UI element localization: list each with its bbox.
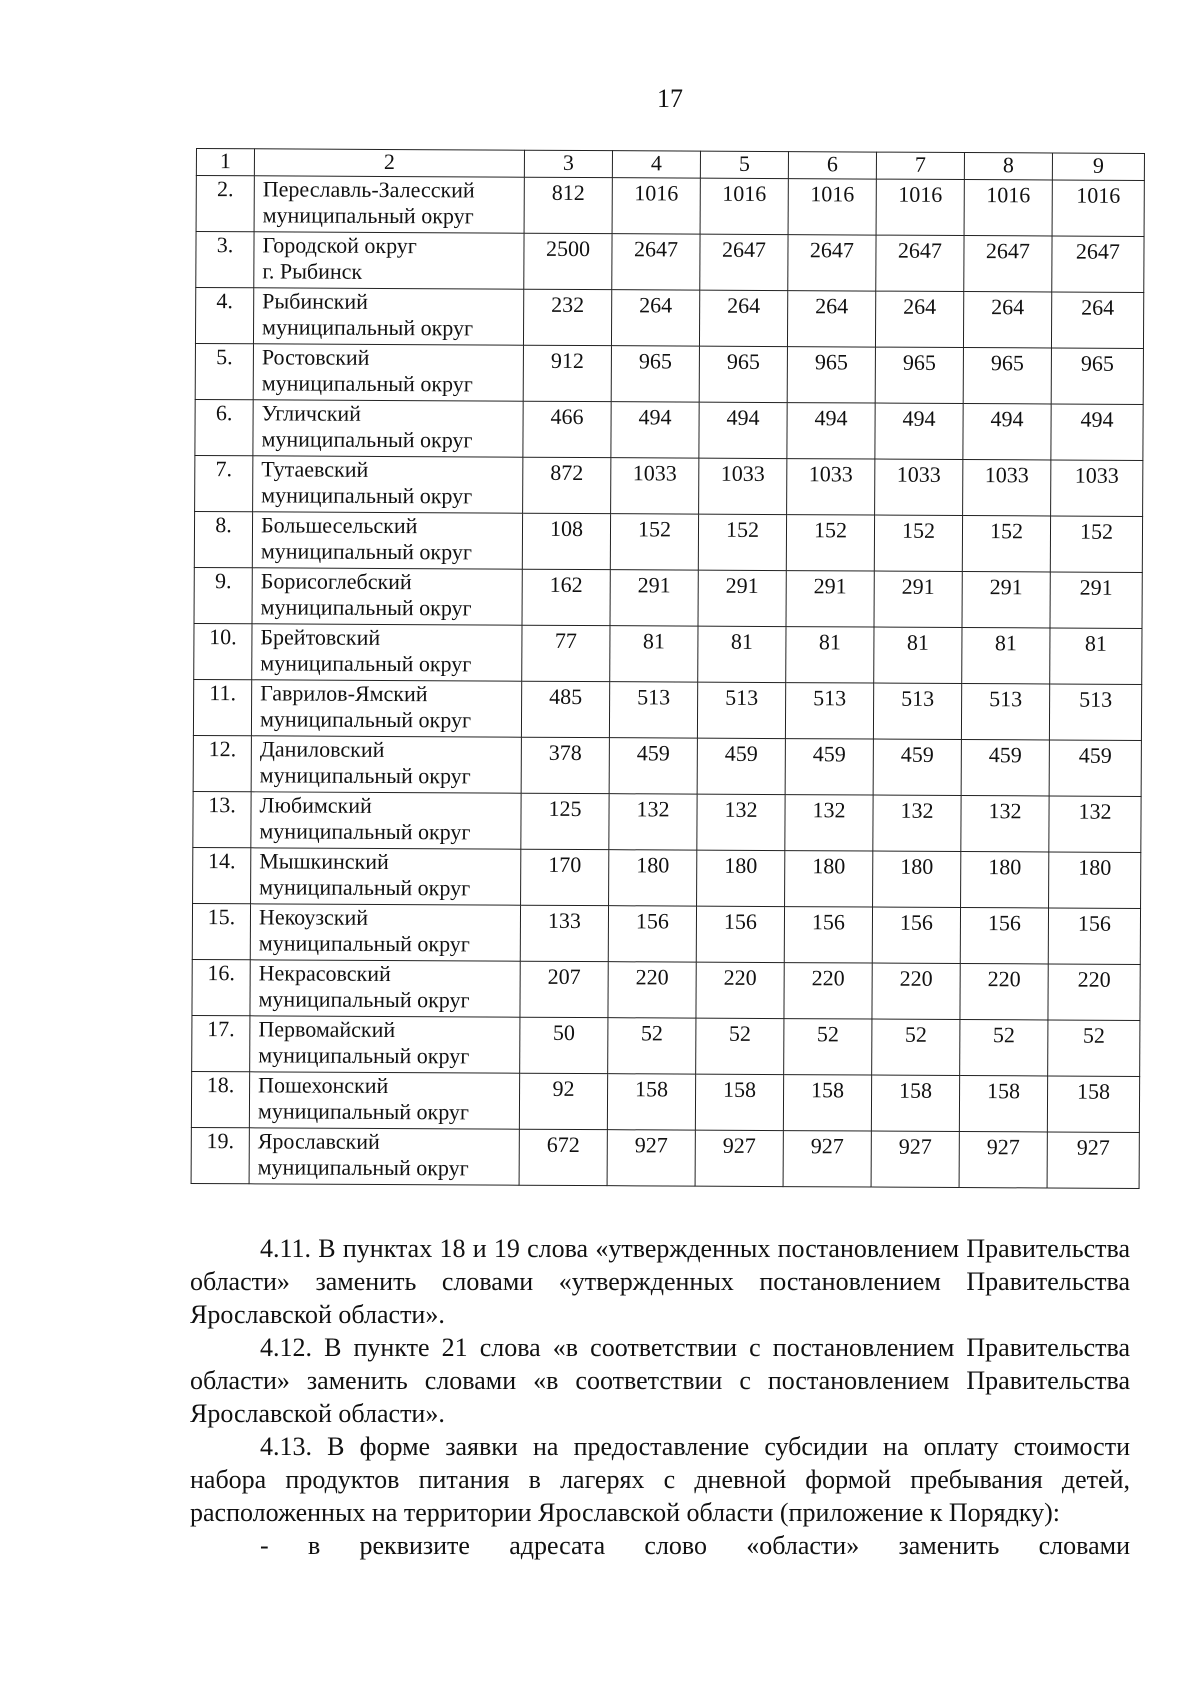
value-cell-col-4: 1016 (612, 178, 700, 234)
municipality-name-line-2: муниципальный округ (260, 650, 472, 677)
value-cell-col-3: 466 (523, 401, 611, 457)
value-cell-col-4: 156 (608, 906, 696, 962)
table-row (195, 399, 1143, 460)
municipality-name-cell (252, 568, 522, 625)
municipality-name-line-1: Городской округ (262, 232, 417, 259)
value-cell-col-9: 180 (1049, 852, 1141, 908)
municipality-name-line-1: Даниловский (259, 736, 385, 762)
value-cell-col-9: 132 (1049, 796, 1141, 852)
value-cell-col-5: 2647 (700, 234, 788, 290)
value-cell-col-7: 459 (873, 739, 961, 795)
value-cell-col-7: 264 (875, 291, 963, 347)
value-cell-col-9: 264 (1051, 292, 1143, 348)
value-cell-col-4: 220 (608, 962, 696, 1018)
value-cell-col-8: 158 (959, 1076, 1047, 1132)
value-cell-col-5: 965 (699, 346, 787, 402)
value-cell-col-4: 513 (609, 682, 697, 738)
municipality-name-cell (249, 1072, 519, 1129)
value-cell-col-3: 125 (521, 793, 609, 849)
value-cell-col-3: 207 (520, 961, 608, 1017)
municipality-name-line-1: Большесельский (260, 512, 418, 539)
value-cell-col-9: 158 (1047, 1076, 1139, 1132)
table-row (192, 903, 1140, 964)
value-cell-col-8: 81 (962, 628, 1050, 684)
municipality-name-line-1: Тутаевский (261, 456, 369, 482)
municipality-name-line-2: муниципальный округ (257, 1098, 470, 1125)
value-cell-col-8: 220 (960, 964, 1048, 1020)
row-number-cell: 2. (196, 176, 254, 232)
table-row (194, 623, 1142, 684)
value-cell-col-3: 2500 (524, 233, 612, 289)
municipality-name-cell (253, 400, 523, 457)
value-cell-col-6: 264 (787, 291, 875, 347)
value-cell-col-5: 52 (696, 1018, 784, 1074)
value-cell-col-9: 81 (1050, 628, 1142, 684)
value-cell-col-4: 158 (607, 1074, 695, 1130)
value-cell-col-8: 291 (962, 572, 1050, 628)
value-cell-col-6: 158 (783, 1075, 871, 1131)
value-cell-col-6: 152 (786, 515, 874, 571)
value-cell-col-7: 1016 (876, 179, 964, 235)
municipality-name-line-2: муниципальный округ (257, 1154, 469, 1181)
value-cell-col-3: 872 (523, 457, 611, 513)
value-cell-col-5: 494 (699, 402, 787, 458)
municipality-name-line-2: г. Рыбинск (262, 258, 363, 284)
value-cell-col-3: 232 (523, 289, 611, 345)
table-row (193, 735, 1141, 796)
value-cell-col-9: 494 (1051, 404, 1143, 460)
value-cell-col-6: 494 (787, 403, 875, 459)
value-cell-col-9: 513 (1049, 684, 1141, 740)
value-cell-col-7: 2647 (876, 235, 964, 291)
table-row (194, 567, 1142, 628)
municipality-name-cell (249, 1128, 519, 1185)
table-body (191, 149, 1144, 1189)
value-cell-col-5: 180 (697, 850, 785, 906)
value-cell-col-8: 156 (960, 908, 1048, 964)
value-cell-col-8: 152 (962, 516, 1050, 572)
value-cell-col-5: 132 (697, 794, 785, 850)
municipality-name-cell (253, 456, 523, 513)
row-number-cell: 14. (193, 847, 251, 903)
municipality-name-cell (250, 904, 520, 961)
table-row (192, 1015, 1140, 1076)
value-cell-col-7: 220 (872, 963, 960, 1019)
municipality-name-line-1: Ростовский (261, 344, 370, 370)
row-number-cell: 16. (192, 959, 250, 1015)
value-cell-col-3: 50 (520, 1017, 608, 1073)
page-number: 17 (657, 84, 683, 113)
value-cell-col-9: 52 (1048, 1020, 1140, 1076)
municipality-name-line-2: муниципальный округ (261, 314, 474, 341)
value-cell-col-6: 52 (784, 1019, 872, 1075)
value-cell-col-5: 1016 (700, 178, 788, 234)
paragraph-4-12: 4.12. В пункте 21 слова «в соответствии с постановлением Правительства области» заменить словами «в соответствии с постановлением Правительства Ярославской области». (190, 1333, 1130, 1428)
value-cell-col-7: 52 (872, 1019, 960, 1075)
value-cell-col-6: 1016 (788, 179, 876, 235)
row-number-cell: 9. (194, 567, 252, 623)
row-number-cell: 7. (195, 455, 253, 511)
value-cell-col-7: 494 (875, 403, 963, 459)
value-cell-col-6: 2647 (788, 235, 876, 291)
municipality-name-cell (250, 960, 520, 1017)
value-cell-col-7: 927 (871, 1131, 959, 1187)
table-row (196, 176, 1144, 237)
municipality-name-line-2: муниципальный округ (259, 874, 471, 901)
value-cell-col-5: 459 (697, 738, 785, 794)
municipality-name-cell (251, 792, 521, 849)
municipality-name-cell (253, 288, 523, 345)
paragraph-4-13: 4.13. В форме заявки на предоставление субсидии на оплату стоимости набора продуктов питания в лагерях с дневной формой пребывания детей, расположенных на территории Ярославской области (приложение к Порядку): (190, 1432, 1130, 1527)
municipality-name-line-1: Любимский (259, 792, 372, 818)
value-cell-col-9: 459 (1049, 740, 1141, 796)
value-cell-col-4: 291 (610, 570, 698, 626)
municipality-name-line-1: Некоузский (258, 904, 369, 930)
header-cell: 8 (964, 153, 1052, 180)
value-cell-col-4: 264 (611, 290, 699, 346)
value-cell-col-4: 180 (609, 850, 697, 906)
header-cell: 3 (524, 150, 612, 177)
paragraph-bullet: - в реквизите адресата слово «области» заменить словами (260, 1531, 1130, 1560)
value-cell-col-6: 132 (785, 795, 873, 851)
value-cell-col-7: 513 (873, 683, 961, 739)
value-cell-col-9: 152 (1050, 516, 1142, 572)
value-cell-col-7: 158 (871, 1075, 959, 1131)
value-cell-col-7: 180 (873, 851, 961, 907)
value-cell-col-3: 77 (522, 625, 610, 681)
municipality-name-line-2: муниципальный округ (259, 706, 472, 733)
municipality-name-cell (251, 736, 521, 793)
value-cell-col-3: 485 (521, 681, 609, 737)
value-cell-col-3: 162 (522, 569, 610, 625)
value-cell-col-9: 2647 (1052, 236, 1144, 292)
value-cell-col-5: 81 (698, 626, 786, 682)
header-cell: 6 (788, 152, 876, 179)
table-row (192, 959, 1140, 1020)
value-cell-col-6: 513 (785, 683, 873, 739)
value-cell-col-4: 494 (611, 402, 699, 458)
value-cell-col-6: 291 (786, 571, 874, 627)
municipality-name-line-1: Гаврилов-Ямский (260, 680, 428, 707)
table-row (193, 791, 1141, 852)
municipality-name-line-2: муниципальный округ (260, 594, 472, 621)
value-cell-col-3: 133 (520, 905, 608, 961)
table-row (191, 1127, 1139, 1188)
municipality-name-line-2: муниципальный округ (261, 426, 473, 453)
row-number-cell: 6. (195, 399, 253, 455)
value-cell-col-3: 170 (521, 849, 609, 905)
value-cell-col-4: 1033 (611, 458, 699, 514)
value-cell-col-8: 459 (961, 740, 1049, 796)
municipality-name-line-2: муниципальный округ (262, 202, 474, 229)
row-number-cell: 13. (193, 791, 251, 847)
row-number-cell: 18. (191, 1071, 249, 1127)
row-number-cell: 11. (193, 679, 251, 735)
row-number-cell: 12. (193, 735, 251, 791)
value-cell-col-4: 927 (607, 1130, 695, 1186)
value-cell-col-9: 927 (1047, 1132, 1139, 1188)
municipality-name-line-1: Переславль-Залесский (262, 176, 475, 203)
value-cell-col-5: 158 (695, 1074, 783, 1130)
value-cell-col-6: 180 (785, 851, 873, 907)
value-cell-col-6: 81 (786, 627, 874, 683)
value-cell-col-8: 1016 (964, 180, 1052, 236)
value-cell-col-8: 52 (960, 1020, 1048, 1076)
value-cell-col-8: 264 (963, 292, 1051, 348)
value-cell-col-3: 92 (519, 1073, 607, 1129)
paragraph-4-11: 4.11. В пунктах 18 и 19 слова «утвержденных постановлением Правительства области» заменить словами «утвержденных постановлением Правительства Ярославской области». (190, 1234, 1130, 1329)
value-cell-col-5: 1033 (699, 458, 787, 514)
municipality-name-line-1: Брейтовский (260, 624, 381, 650)
municipality-name-line-1: Пошехонский (258, 1072, 389, 1099)
value-cell-col-8: 927 (959, 1132, 1047, 1188)
value-cell-col-9: 1016 (1052, 180, 1144, 236)
table-row (195, 288, 1143, 349)
municipality-name-line-1: Борисоглебский (260, 568, 412, 595)
header-cell: 9 (1052, 153, 1144, 180)
value-cell-col-5: 291 (698, 570, 786, 626)
value-cell-col-3: 378 (521, 737, 609, 793)
row-number-cell: 8. (194, 511, 252, 567)
value-cell-col-8: 180 (961, 852, 1049, 908)
value-cell-col-6: 965 (787, 347, 875, 403)
municipality-name-line-2: муниципальный округ (259, 762, 471, 789)
municipality-name-line-1: Ярославский (257, 1128, 380, 1154)
value-cell-col-5: 264 (699, 290, 787, 346)
value-cell-col-9: 291 (1050, 572, 1142, 628)
municipality-name-line-2: муниципальный округ (258, 1042, 470, 1069)
value-cell-col-6: 459 (785, 739, 873, 795)
value-cell-col-8: 2647 (964, 236, 1052, 292)
value-cell-col-7: 291 (874, 571, 962, 627)
value-cell-col-9: 156 (1048, 908, 1140, 964)
value-cell-col-5: 927 (695, 1130, 783, 1186)
row-number-cell: 4. (195, 288, 253, 344)
value-cell-col-5: 152 (698, 514, 786, 570)
municipality-name-cell (250, 1016, 520, 1073)
table-row (195, 455, 1143, 516)
value-cell-col-5: 220 (696, 962, 784, 1018)
value-cell-col-8: 513 (961, 684, 1049, 740)
value-cell-col-6: 1033 (787, 459, 875, 515)
municipality-name-cell (251, 848, 521, 905)
value-cell-col-7: 81 (874, 627, 962, 683)
value-cell-col-8: 494 (963, 404, 1051, 460)
municipality-name-cell (252, 512, 522, 569)
table-row (191, 1071, 1139, 1132)
value-cell-col-7: 965 (875, 347, 963, 403)
value-cell-col-7: 152 (874, 515, 962, 571)
value-cell-col-7: 156 (872, 907, 960, 963)
value-cell-col-3: 912 (523, 345, 611, 401)
value-cell-col-9: 965 (1051, 348, 1143, 404)
municipality-name-cell (253, 344, 523, 401)
municipality-name-cell (254, 176, 524, 233)
municipality-name-line-2: муниципальный округ (258, 930, 470, 957)
row-number-cell: 17. (192, 1015, 250, 1071)
row-number-cell: 15. (192, 903, 250, 959)
table-row (196, 232, 1144, 293)
municipality-name-line-2: муниципальный округ (261, 482, 473, 509)
municipality-name-line-1: Первомайский (258, 1016, 396, 1043)
value-cell-col-4: 459 (609, 738, 697, 794)
table-row (193, 679, 1141, 740)
municipality-name-line-1: Мышкинский (259, 848, 389, 875)
municipality-name-cell (251, 680, 521, 737)
value-cell-col-7: 1033 (875, 459, 963, 515)
value-cell-col-5: 513 (697, 682, 785, 738)
table-row (195, 343, 1143, 404)
value-cell-col-8: 965 (963, 348, 1051, 404)
value-cell-col-4: 132 (609, 794, 697, 850)
value-cell-col-3: 108 (522, 513, 610, 569)
municipality-name-line-1: Угличский (261, 400, 362, 426)
header-cell: 4 (612, 151, 700, 178)
municipality-name-line-2: муниципальный округ (259, 818, 471, 845)
value-cell-col-7: 132 (873, 795, 961, 851)
value-cell-col-4: 52 (608, 1018, 696, 1074)
municipality-name-line-2: муниципальный округ (260, 538, 472, 565)
row-number-cell: 5. (195, 343, 253, 399)
body-text (190, 1232, 1130, 1562)
municipality-name-cell (252, 624, 522, 681)
municipality-name-line-2: муниципальный округ (261, 370, 473, 397)
value-cell-col-6: 927 (783, 1131, 871, 1187)
value-cell-col-6: 156 (784, 907, 872, 963)
header-cell: 1 (196, 149, 254, 176)
value-cell-col-4: 965 (611, 346, 699, 402)
header-cell: 5 (700, 151, 788, 178)
value-cell-col-6: 220 (784, 963, 872, 1019)
value-cell-col-5: 156 (696, 906, 784, 962)
value-cell-col-9: 220 (1048, 964, 1140, 1020)
value-cell-col-9: 1033 (1051, 460, 1143, 516)
row-number-cell: 3. (196, 232, 254, 288)
value-cell-col-3: 672 (519, 1129, 607, 1185)
header-cell: 2 (254, 149, 524, 177)
value-cell-col-4: 2647 (612, 234, 700, 290)
value-cell-col-4: 152 (610, 514, 698, 570)
data-table (191, 148, 1145, 1189)
value-cell-col-3: 812 (524, 177, 612, 233)
value-cell-col-8: 1033 (963, 460, 1051, 516)
row-number-cell: 19. (191, 1127, 249, 1183)
municipality-name-line-1: Рыбинский (262, 288, 369, 314)
municipality-name-cell (254, 232, 524, 289)
municipality-name-line-1: Некрасовский (258, 960, 391, 987)
municipality-name-line-2: муниципальный округ (258, 986, 470, 1013)
value-cell-col-8: 132 (961, 796, 1049, 852)
table-row (194, 511, 1142, 572)
row-number-cell: 10. (194, 623, 252, 679)
value-cell-col-4: 81 (610, 626, 698, 682)
table-row (193, 847, 1141, 908)
header-cell: 7 (876, 152, 964, 179)
